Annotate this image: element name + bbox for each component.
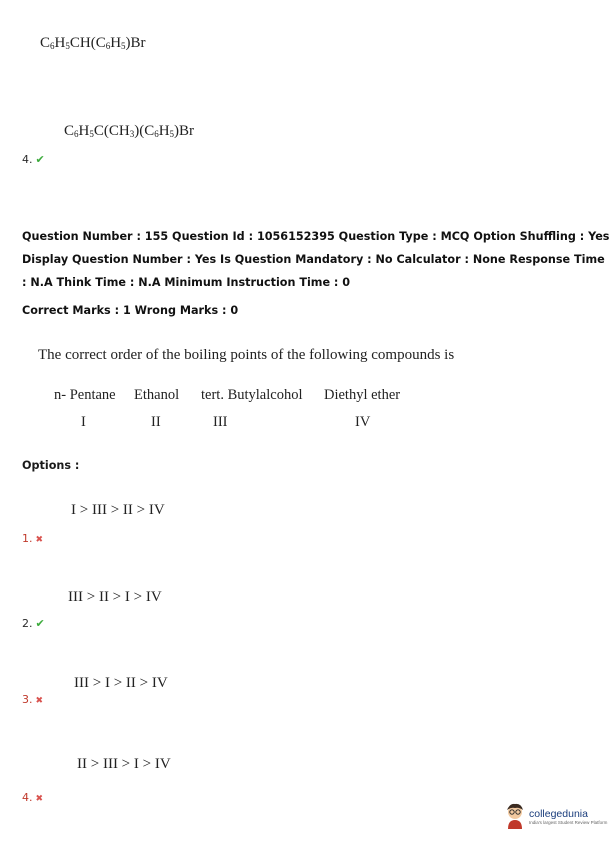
compound-name-4: Diethyl ether [324,387,401,403]
logo-tagline: India's largest Student Review Platform [529,819,608,825]
compound-label-3: III [213,414,228,430]
meta-line-3: : N.A Think Time : N.A Minimum Instruction Time : 0 [22,276,351,289]
compound-name-1: n- Pentane [54,387,116,403]
collegedunia-logo[interactable] [504,803,607,829]
options-label: Options : [22,459,80,472]
compound-name-2: Ethanol [134,387,180,403]
meta-line-1: Question Number : 155 Question Id : 1056152395 Question Type : MCQ Option Shuffling : Yes [22,230,609,243]
option-1-text: I > III > II > IV [71,502,165,518]
logo-brand: collegedunia [529,807,588,820]
compound-name-3: tert. Butylalcohol [201,387,303,403]
option-3-text: III > I > II > IV [74,675,168,691]
option-3-number: 3. ✖ [22,693,44,706]
option-4-text: II > III > I > IV [77,756,171,772]
option-2-number: 2. ✔ [22,617,45,630]
option-1-number: 1. ✖ [22,532,44,545]
formula-option-3: $C_6H_5CH(C_6H_5)Br$ [40,35,146,51]
check-icon: ✔ [35,153,45,166]
question-text: The correct order of the boiling points of the following compounds is [38,347,455,363]
mascot-icon [504,803,526,829]
check-icon: ✔ [35,617,45,630]
option-4-number: 4. ✖ [22,791,44,804]
cross-icon: ✖ [35,696,44,706]
compound-label-1: I [81,414,86,430]
marks-line: Correct Marks : 1 Wrong Marks : 0 [22,304,239,317]
cross-icon: ✖ [35,794,44,804]
cross-icon: ✖ [35,535,44,545]
formula-option-4: $C_6H_5C(CH_3)(C_6H_5)Br$ [64,123,195,139]
option-2-text: III > II > I > IV [68,589,162,605]
meta-line-2: Display Question Number : Yes Is Question Mandatory : No Calculator : None Response Time [22,253,605,266]
prev-option-4-number: 4. ✔ [22,153,45,166]
question-meta [22,225,609,294]
compound-label-4: IV [355,414,371,430]
compound-label-2: II [151,414,161,430]
